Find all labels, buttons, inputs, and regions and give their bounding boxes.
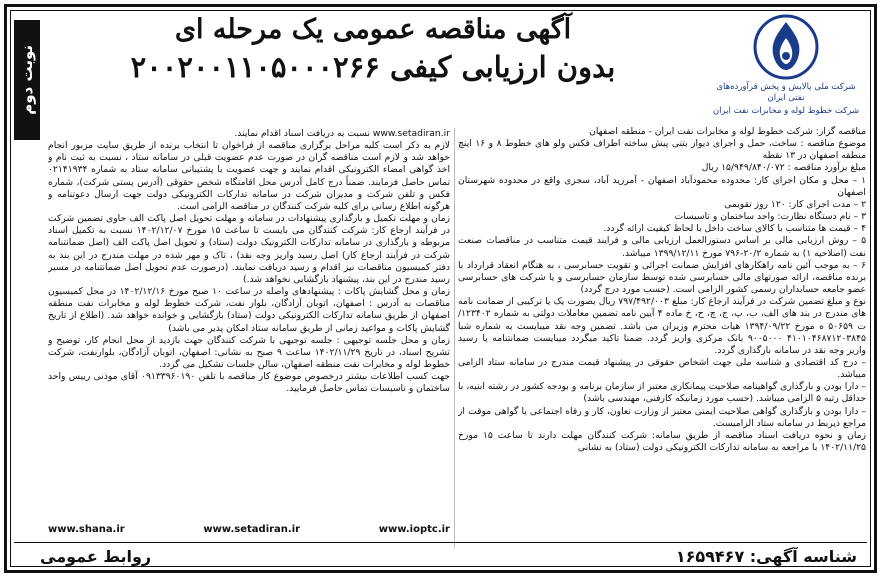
- ad-title: آگهی مناقصه عمومی یک مرحله ای: [174, 14, 572, 45]
- opening-paragraph: زمان و محل گشایش پاکات : پیشنهادهای واصله در ساعت ۱۰ صبح مورخ ۱۴۰۲/۱۲/۱۶ در محل کمیسیون مناقصات به آدرس : اصفهان، اتوبان آزادگان، بلوار نفت، شرکت خطوط لوله و مخابرات نفت منطقه اصفهان از طریق سامانه تدارکات الکترونیکی دولت (ستاد) بازگشایی و خوانده خواهد شد. (اطلاع از تاریخ گشایش پاکات و مواعید زمانی از طریق سامانه ستاد امکان پذیر می باشد): [48, 286, 450, 334]
- logo-org-line2: شرکت خطوط لوله و مخابرات نفت ایران: [712, 106, 860, 116]
- guarantee-paragraph: نوع و مبلغ تضمین شرکت در فرآیند ارجاع کار: مبلغ ۷۹۷/۴۹۲/۰۰۳ ریال بصورت یک یا ترکیبی از ضمانت نامه های مندرج در بند های الف، ب، پ، ج، چ، ح، خ ماده ۴ آیین نامه تضمین معاملات دولتی به شماره ۱۲۳۴۰۲/ت ۵۰۶۵۹ ه مورخ ۱۳۹۴/۰۹/۲۲ هیات محترم وزیران می باشد. تضمین وجه نقد میبایست به شماره شبا ۴۱۰۱۰۴۶۸۷۱۲۰۳۸۴۵ ۹۰۰۵۰۰۰ بانک مرکزی واریز گردد. ضمنا تاکید میگردد میبایست ضمانتنامه یا رسید واریز وجه نقد در سامانه بارگذاری گردد.: [458, 296, 866, 356]
- subject-paragraph: موضوع مناقصه : ساخت، حمل و اجرای دیوار بتنی پیش ساخته اطراف فکس ولو های خطوط ۸ و ۱۶ اینچ منطقه اصفهان در ۱۳ نقطه: [458, 138, 866, 162]
- estimate-paragraph: مبلغ برآورد مناقصه : ۱۵/۹۴۹/۸۴۰/۰۷۲ ریال: [701, 162, 866, 174]
- public-relations-label: روابط عمومی: [40, 547, 152, 566]
- contractor-qualification-paragraph: – دارا بودن و بارگذاری گواهینامه صلاحیت پیمانکاری معتبر از سازمان برنامه و بودجه کشور در رشته ابنیه، با حداقل رتبه ۵ الزامی میباشد. (حسب مورد زمانیکه کارفنی، مهندسی باشد): [458, 381, 866, 405]
- pricing-paragraph: ۴ – قیمت ها متناسب با کالای ساخت داخل با لحاظ کیفیت ارائه گردد.: [603, 223, 866, 235]
- tenderer-paragraph: مناقصه گزار: شرکت خطوط لوله و مخابرات نفت ایران - منطقه اصفهان: [589, 126, 866, 137]
- duration-paragraph: ۲ – مدت اجرای کار: ۱۲۰ روز تقویمی: [724, 198, 866, 210]
- briefing-session-paragraph: زمان و محل جلسه توجیهی : جلسه توجیهی با شرکت کنندگان جهت بازدید از محل انجام کار، توضیح و تشریح اسناد، در تاریخ ۱۴۰۲/۱۱/۲۹ ساعت ۹ صبح به نشانی: اصفهان، اتوبان آزادگان، بلوارنفت، شرکت خطوط لوله و مخابرات نفت منطقه اصفهان، سالن جلسات تشکیل می گردد.: [48, 334, 450, 370]
- ad-subtitle-tender-number: بدون ارزیابی کیفی ۲۰۰۲۰۰۱۱۰۵۰۰۰۲۶۶: [130, 50, 616, 84]
- setad-receipt-paragraph: www.setadiran.ir نسبت به دریافت اسناد اقدام نمایند.: [234, 128, 450, 139]
- location-paragraph: ۱ – محل و مکان اجرای کار: محدوده محمودآباد اصفهان - آمرزید آباد، سجزی واقع در محدوده شهرستان اصفهان: [458, 174, 866, 198]
- safety-qualification-paragraph: – دارا بودن و بارگذاری گواهی صلاحیت ایمنی معتبر از وزارت تعاون، کار و رفاه اجتماعی یا گواهی موقت از مراجع ذیربط در سامانه ستاد الزامیست.: [458, 405, 866, 429]
- setadiran-link[interactable]: www.setadiran.ir: [203, 524, 301, 535]
- submission-deadline-paragraph: زمان و مهلت تکمیل و بارگذاری پیشنهادات در سامانه و مهلت تحویل اصل پاکت الف حاوی تضمین شرکت در فرآیند ارجاع کار: شرکت کنندگان می بایست تا ساعت ۱۵ مورخ ۱۴۰۲/۱۲/۰۷ نسبت به تکمیل اسناد مربوطه و بارگذاری در سامانه تدارکات الکترونیک دولت (ستاد) و تحویل اصل پاکت الف (اصل ضمانتنامه شرکت در فرآیند ارجاع کار) اصل رسید واریز وجه نقد) ، تاک و مهر شده در مهلت مندرج در این بند به دفتر کمیسیون مناقصات نیز اقدام و رسید دریافت نمایند. (درصورت عدم تحویل اصل ضمانتنامه در مسیر رسید مندرج در این بند، پیشنهاد بازگشایی نخواهد شد.): [48, 213, 450, 285]
- financial-evaluation-paragraph: ۵ – روش ارزیابی مالی بر اساس دستورالعمل ارزیابی مالی و فرایند قیمت متناسب در مناقصات صنعت نفت (اصلاحیه ۱) به شماره ۲۰/۲-۷۹۶ مورخ ۱۳۹۹/۱۲/۱۱ میباشد.: [458, 235, 866, 259]
- registration-paragraph: لازم به ذکر است کلیه مراحل برگزاری مناقصه از فراخوان تا انتخاب برنده از طریق سایت مزبور انجام خواهد شد و لازم است مناقصه گران در صورت عدم عضویت قبلی در سامانه ستاد ، نسبت به ثبت نام و اخذ گواهی امضاء الکترونیکی اقدام نمایند و جهت عضویت با پشتیبانی سامانه ستاد به شماره ۰۲۱۴۱۹۳۴ تماس حاصل فرمایند. ضمناً درج کامل آدرس محل اقامتگاه شخص حقوقی (آدرس پستی شرکت)، شماره فکس و تلفن شرکت و مدیران شرکت در سامانه تدارکات الکترونیکی دولت جهت ارسال دعوتنامه و هرگونه اطلاع رسانی برای کلیه شرکت کنندگان در مناقصه الزامی است.: [48, 140, 450, 212]
- audit-paragraph: ۶ – به موجب آئین نامه راهکارهای افزایش ضمانت اجرائی و تقویت حسابرسی ، به هنگام انعقاد قرارداد با برنده مناقصه، ارائه صورتهای مالی حسابرسی شده توسط سازمان حسابرسی و یا شرکت های حسابرسی عضو جامعه حسابداران رسمی کشور الزامی است. (حسب مورد درج گردد): [458, 259, 866, 296]
- right-text-column: [458, 126, 866, 546]
- flame-emblem-icon: [751, 14, 821, 80]
- footer-divider: [14, 542, 867, 543]
- round-badge: [14, 20, 40, 140]
- logo-org-line1: شرکت ملی پالایش و پخش فرآورده‌های نفتی ایران: [716, 82, 856, 103]
- ad-identifier: شناسه آگهی: ۱۶۵۹۴۶۷: [675, 547, 857, 566]
- round-badge-label: نوبت دوم: [18, 45, 36, 115]
- column-divider: [454, 128, 455, 548]
- shana-link[interactable]: www.shana.ir: [48, 524, 125, 535]
- website-links: [48, 524, 450, 538]
- ioptc-link[interactable]: www.ioptc.ir: [378, 524, 450, 535]
- economic-code-paragraph: – درج کد اقتصادی و شناسه ملی جهت اشخاص حقوقی در پیشنهاد قیمت مندرج در سامانه ستاد الزامی میباشد.: [458, 356, 866, 381]
- left-text-column: [48, 128, 450, 522]
- company-logo: [711, 14, 861, 124]
- contact-paragraph: جهت کسب اطلاعات بیشتر درخصوص موضوع کار مناقصه با تلفن ۰۹۱۳۳۹۶۰۱۹۰ آقای موذنی رییس واحد ساختمان و تاسیسات تماس حاصل فرمایید.: [48, 371, 450, 395]
- supervisor-paragraph: ۳ – نام دستگاه نظارت: واحد ساختمان و تاسیسات: [674, 211, 866, 223]
- document-receipt-paragraph: زمان و نحوه دریافت اسناد مناقصه از طریق سامانه: شرکت کنندگان مهلت دارند تا ساعت ۱۵ مورخ ۱۴۰۲/۱۱/۲۵ با مراجعه به سامانه تدارکات الکترونیکی دولت (ستاد) به نشانی: [458, 429, 866, 454]
